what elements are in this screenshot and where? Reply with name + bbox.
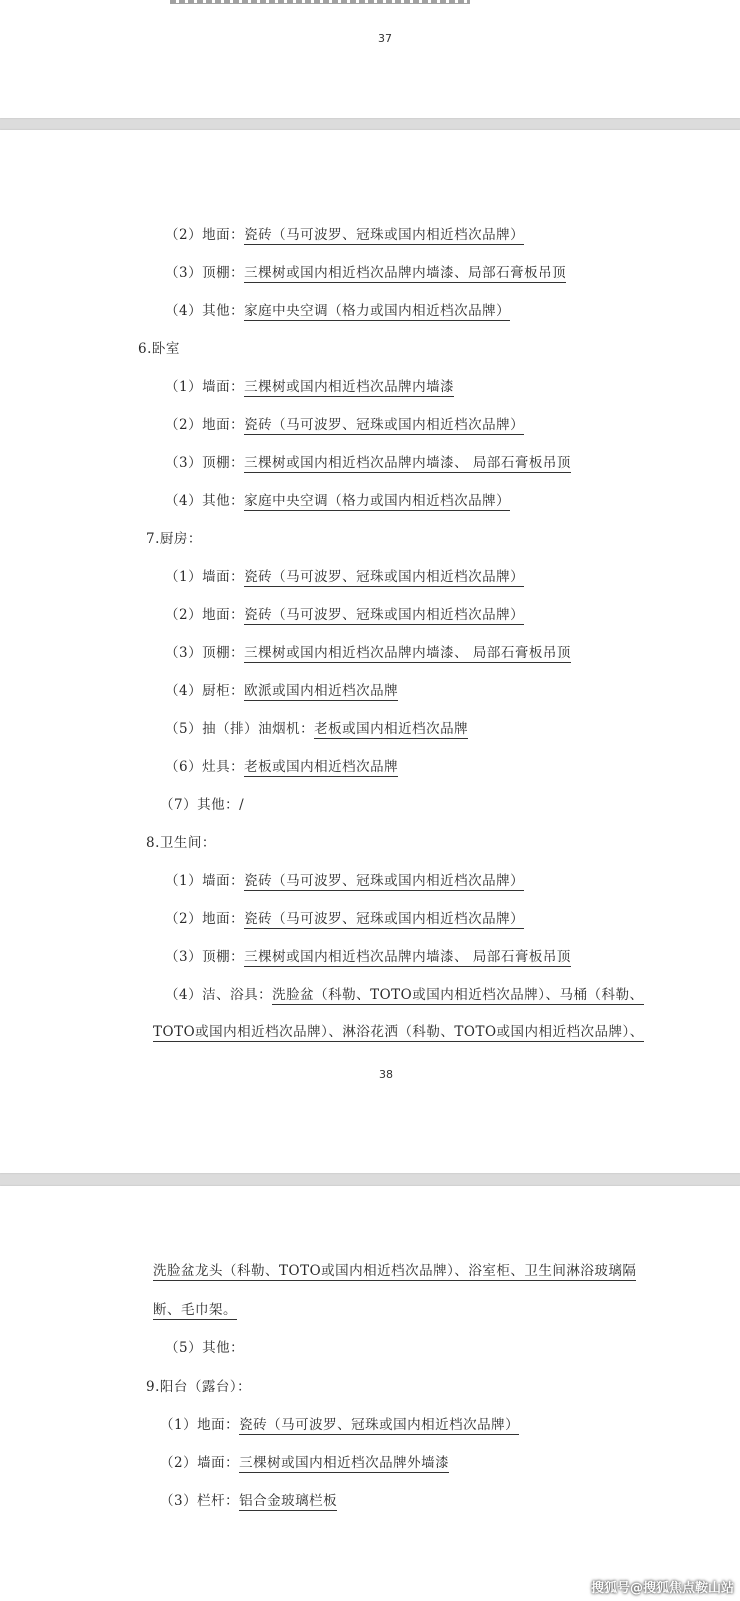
line-label: 6.卧室 [138, 341, 180, 357]
line-value: 三棵树或国内相近档次品牌内墙漆、 局部石膏板吊顶 [244, 455, 571, 471]
line-value: 欧派或国内相近档次品牌 [244, 683, 399, 699]
line-value: 三棵树或国内相近档次品牌内墙漆、 局部石膏板吊顶 [244, 645, 571, 661]
page-number: 37 [378, 32, 392, 45]
document-line [153, 1023, 644, 1041]
line-label: （7）其他：/ [160, 797, 245, 813]
document-line [146, 834, 216, 852]
line-value: 老板或国内相近档次品牌 [244, 759, 399, 775]
document-line [138, 340, 180, 358]
document-line [165, 758, 398, 776]
line-label: （1）墙面： [165, 379, 245, 395]
document-line [153, 1301, 237, 1319]
line-value: 铝合金玻璃栏板 [239, 1493, 338, 1509]
line-label: 9.阳台（露台）： [146, 1379, 252, 1395]
line-label: （2）地面： [165, 607, 245, 623]
line-value: 三棵树或国内相近档次品牌内墙漆、 局部石膏板吊顶 [244, 949, 571, 965]
line-label: （2）地面： [165, 911, 245, 927]
line-value: 洗脸盆（科勒、TOTO或国内相近档次品牌）、马桶（科勒、 [272, 987, 644, 1003]
line-label: （1）墙面： [165, 873, 245, 889]
line-label: （3）顶棚： [165, 265, 245, 281]
line-value: 家庭中央空调（格力或国内相近档次品牌） [244, 493, 511, 509]
document-line [165, 948, 571, 966]
page-number: 38 [379, 1068, 393, 1081]
line-value: 瓷砖（马可波罗、冠珠或国内相近档次品牌） [239, 1417, 520, 1433]
document-line [165, 720, 468, 738]
line-value: 三棵树或国内相近档次品牌外墙漆 [239, 1455, 450, 1471]
document-line [165, 872, 524, 890]
document-line [165, 1339, 244, 1357]
line-value: 瓷砖（马可波罗、冠珠或国内相近档次品牌） [244, 227, 525, 243]
line-value: 洗脸盆龙头（科勒、TOTO或国内相近档次品牌）、浴室柜、卫生间淋浴玻璃隔 [153, 1263, 637, 1279]
line-label: 7.厨房： [146, 531, 202, 547]
line-label: （5）抽（排）油烟机： [165, 721, 315, 737]
line-label: （3）顶棚： [165, 455, 245, 471]
line-value: 家庭中央空调（格力或国内相近档次品牌） [244, 303, 511, 319]
line-label: （3）顶棚： [165, 645, 245, 661]
line-value: 三棵树或国内相近档次品牌内墙漆、局部石膏板吊顶 [244, 265, 567, 281]
line-label: （1）地面： [160, 1417, 240, 1433]
document-page-37 [0, 0, 740, 118]
document-line [165, 454, 571, 472]
document-line [165, 986, 644, 1004]
line-value: TOTO或国内相近档次品牌）、淋浴花洒（科勒、TOTO或国内相近档次品牌）、 [153, 1024, 644, 1040]
line-value: 瓷砖（马可波罗、冠珠或国内相近档次品牌） [244, 569, 525, 585]
document-line [165, 264, 566, 282]
line-label: （4）其他： [165, 493, 245, 509]
document-line [165, 682, 398, 700]
line-label: （1）墙面： [165, 569, 245, 585]
line-label: （3）顶棚： [165, 949, 245, 965]
line-label: （6）灶具： [165, 759, 245, 775]
line-label: （2）地面： [165, 417, 245, 433]
document-line [153, 1262, 636, 1280]
document-line [165, 226, 524, 244]
document-line [160, 1492, 337, 1510]
line-label: （4）洁、浴具： [165, 987, 273, 1003]
line-label: （4）其他： [165, 303, 245, 319]
document-line [165, 302, 510, 320]
line-label: （2）墙面： [160, 1455, 240, 1471]
document-line [165, 378, 454, 396]
line-value: 瓷砖（马可波罗、冠珠或国内相近档次品牌） [244, 911, 525, 927]
document-line [146, 530, 202, 548]
document-line [165, 416, 524, 434]
line-label: （4）厨柜： [165, 683, 245, 699]
line-value: 断、毛巾架。 [153, 1302, 237, 1318]
line-label: （5）其他： [165, 1340, 245, 1356]
line-value: 老板或国内相近档次品牌 [314, 721, 469, 737]
cropped-text-line [170, 0, 470, 4]
line-value: 瓷砖（马可波罗、冠珠或国内相近档次品牌） [244, 873, 525, 889]
document-line [165, 910, 524, 928]
document-page-38 [0, 130, 740, 1173]
document-line [165, 606, 524, 624]
line-label: （3）栏杆： [160, 1493, 240, 1509]
document-page-39 [0, 1186, 740, 1601]
document-line [165, 492, 510, 510]
document-line [160, 796, 244, 814]
document-line [146, 1378, 251, 1396]
document-line [160, 1454, 449, 1472]
document-line [160, 1416, 519, 1434]
document-line [165, 568, 524, 586]
line-label: （2）地面： [165, 227, 245, 243]
line-value: 三棵树或国内相近档次品牌内墙漆 [244, 379, 455, 395]
watermark: 搜狐号@搜狐焦点鞍山站 [590, 1581, 734, 1596]
line-value: 瓷砖（马可波罗、冠珠或国内相近档次品牌） [244, 417, 525, 433]
document-line [165, 644, 571, 662]
line-value: 瓷砖（马可波罗、冠珠或国内相近档次品牌） [244, 607, 525, 623]
line-label: 8.卫生间： [146, 835, 216, 851]
